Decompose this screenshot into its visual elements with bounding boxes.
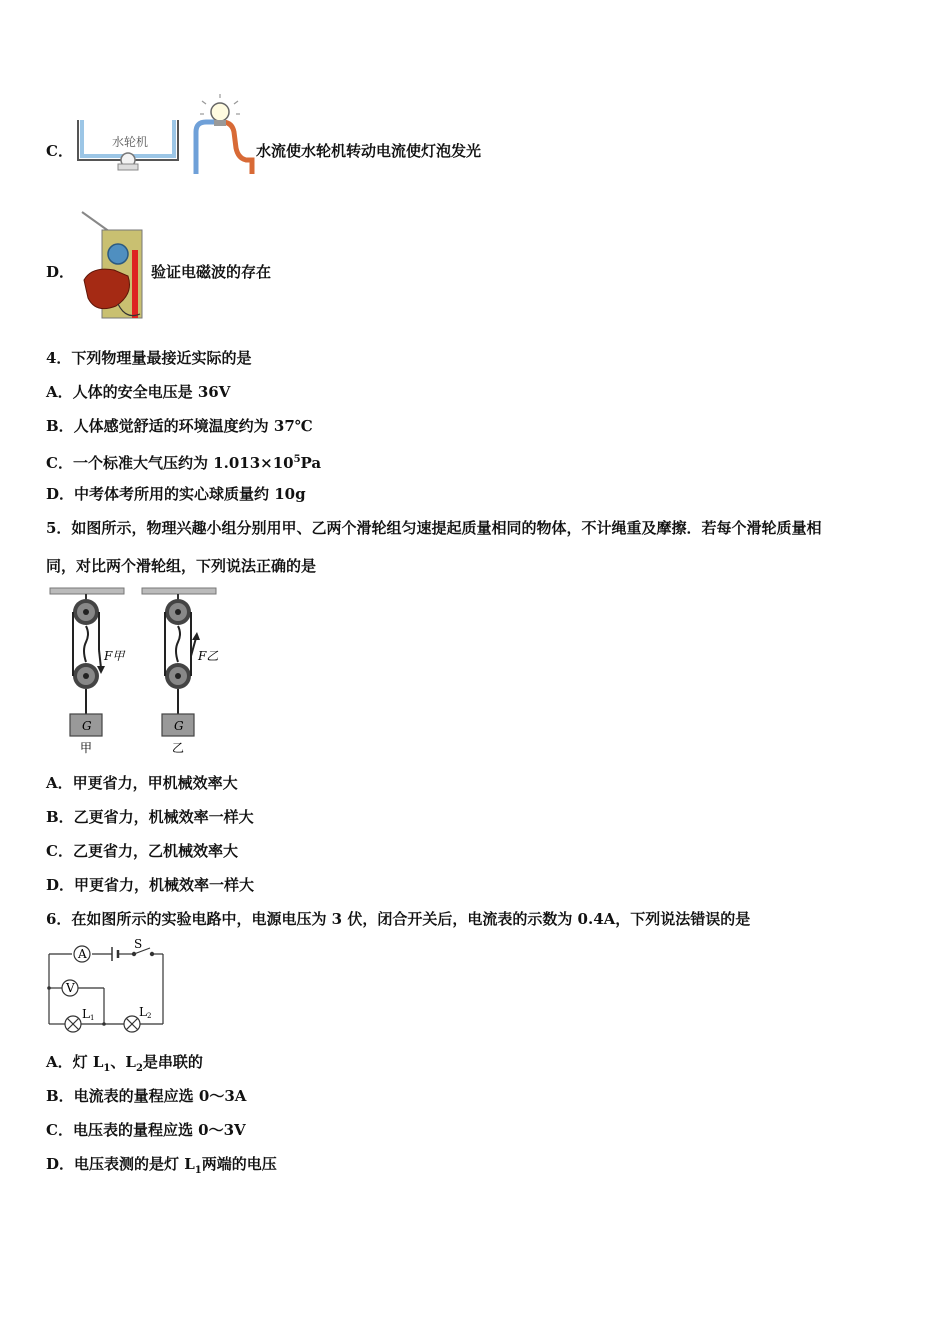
- q6-option-a: A．灯 $L_1$、$L_2$是串联的: [46, 1053, 203, 1074]
- option-d-caption: 验证电磁波的存在: [151, 263, 272, 281]
- q4-option-b: B．人体感觉舒适的环境温度约为 37℃: [46, 417, 313, 435]
- q5-option-d: D．甲更省力，机械效率一样大: [46, 876, 255, 894]
- lamp2-label: L2: [139, 1005, 152, 1020]
- voltmeter-label: V: [66, 981, 75, 995]
- svg-text:G: G: [82, 719, 92, 733]
- q6-option-d: D．电压表测的是灯 $L_1$两端的电压: [46, 1155, 277, 1176]
- question-6-stem: 6．在如图所示的实验电路中，电源电压为 3 伏，闭合开关后，电流表的示数为 0.4A，下列说法错误的是: [46, 910, 751, 928]
- force-right-label: F乙: [198, 649, 219, 663]
- circuit-figure: [46, 937, 170, 1032]
- turbine-label: 水轮机: [112, 135, 149, 149]
- lamp1-label: L1: [82, 1007, 95, 1022]
- ammeter-label: A: [78, 947, 87, 961]
- option-d-letter: D．: [46, 263, 75, 281]
- q4-option-c: C．一个标准大气压约为 $1.013\times 10^5Pa$: [46, 454, 322, 472]
- q6-option-b: B．电流表的量程应选 0～3A: [46, 1087, 247, 1105]
- water-turbine-figure: [74, 98, 254, 176]
- q6-option-c: C．电压表的量程应选 0～3V: [46, 1121, 246, 1139]
- question-5-stem-line2: 同，对比两个滑轮组，下列说法正确的是: [46, 557, 317, 575]
- pulley-figure: [46, 586, 226, 758]
- option-c-letter: C．: [46, 142, 73, 160]
- option-c-caption: 水流使水轮机转动电流使灯泡发光: [256, 142, 482, 160]
- radio-figure: [78, 210, 150, 322]
- figure-label-left: 甲: [80, 741, 93, 755]
- switch-label: S: [134, 937, 143, 951]
- q5-option-a: A．甲更省力，甲机械效率大: [46, 774, 238, 792]
- q5-option-b: B．乙更省力，机械效率一样大: [46, 808, 254, 826]
- question-4-stem: 4．下列物理量最接近实际的是: [46, 349, 252, 367]
- q4-option-a: A．人体的安全电压是 36V: [46, 383, 231, 401]
- q4-option-d: D．中考体考所用的实心球质量约 10g: [46, 485, 306, 503]
- figure-label-right: 乙: [172, 741, 185, 755]
- q5-option-c: C．乙更省力，乙机械效率大: [46, 842, 238, 860]
- svg-text:G: G: [174, 719, 184, 733]
- question-5-stem-line1: 5．如图所示，物理兴趣小组分别用甲、乙两个滑轮组匀速提起质量相同的物体，不计绳重及摩擦．若每个滑轮质量相: [46, 519, 822, 537]
- force-left-label: F甲: [104, 649, 125, 663]
